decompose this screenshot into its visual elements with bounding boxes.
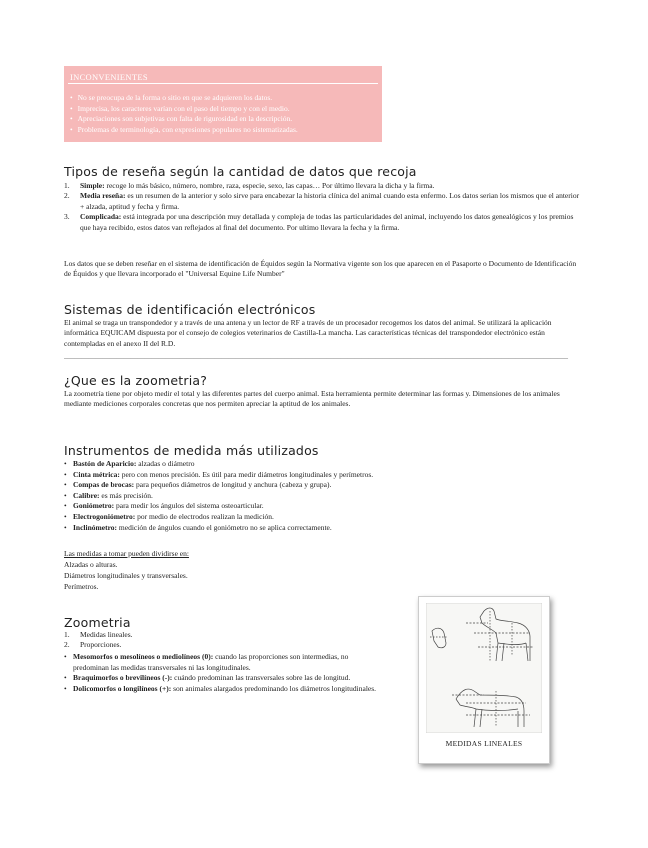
list-number: 3. [64, 212, 70, 222]
list-item [64, 501, 394, 512]
term: Goniómetro: [73, 501, 115, 511]
term: Mesomorfos o mesolíneos o mediolíneos (0): [73, 652, 214, 661]
figure-caption: MEDIDAS LINEALES [445, 739, 523, 748]
term: Inclinómetro: [73, 522, 118, 532]
term: Simple: [80, 181, 105, 190]
list-number: 1. [64, 630, 70, 639]
definition: es un resumen de la anterior y solo sirve para encabezar la historia clínica del animal cuando esta enfermo. Los datos serian los mismos que el anterior + alzada, aptitud y fecha y firma. [80, 191, 580, 211]
medidas-lineales-figure [418, 596, 550, 764]
list-item [64, 212, 584, 233]
tipos-list [64, 181, 584, 233]
term: Complicada: [80, 212, 122, 222]
horse-diagram-image [426, 603, 542, 733]
definition: es más precisión. [99, 490, 153, 500]
inconvenientes-title: INCONVENIENTES [70, 72, 148, 82]
list-number: 2. [64, 191, 70, 201]
term: Electrogoniómetro: [73, 511, 136, 521]
medidas-item: Alzadas o alturas. [64, 560, 118, 569]
zoometria-intro-paragraph: La zoometría tiene por objeto medir el total y las diferentes partes del cuerpo animal. Esta herramienta permite determinar las formas y. Dimensiones de los animales mediante mediciones corporales concretas que nos permiten apreciar la aptitud de los animales. [64, 389, 560, 409]
definition: son animales alargados predominando los diámetros longitudinales. [171, 683, 377, 693]
list-number: 2. [64, 640, 70, 650]
list-item [64, 630, 394, 640]
zoometria-bullets [64, 652, 384, 694]
list-item [64, 491, 394, 502]
term: Cinta métrica: [73, 469, 120, 479]
list-item [64, 480, 394, 491]
medidas-item: Perímetros. [64, 582, 99, 591]
list-item [64, 459, 394, 470]
medidas-item: Diámetros longitudinales y transversales. [64, 571, 188, 580]
inconvenientes-list [70, 93, 298, 135]
list-item: • Imprecisa, los caracteres varían con el paso del tiempo y con el medio. [70, 104, 298, 115]
inconvenientes-box [64, 66, 382, 142]
tipos-paragraph: Los datos que se deben reseñar en el sistema de identificación de Équidos según la Normativa vigente son los que aparecen en el Pasaporte o Documento de Identificación de Équidos y que llevara incorporado el "Universal Equine Life Number" [64, 259, 577, 279]
list-number: 1. [64, 181, 70, 190]
definition: alzadas o diámetro [136, 459, 195, 468]
term: Bastón de Aparicio: [73, 459, 137, 468]
definition: recoge lo más básico, número, nombre, raza, especie, sexo, las capas… Por último llevara la dicha y la firma. [104, 181, 435, 190]
zoometria-numbered-list [64, 630, 394, 651]
definition: cuándo predominan las transversales sobre las de longitud. [172, 673, 351, 683]
medidas-title: Las medidas a tomar pueden dividirse en: [64, 549, 189, 558]
list-item [64, 470, 394, 481]
item-text: Medidas lineales. [80, 630, 133, 639]
term: Media reseña: [80, 191, 126, 201]
tipos-heading: Tipos de reseña según la cantidad de datos que recoja [64, 164, 417, 179]
zoometria-heading: Zoometria [64, 615, 131, 630]
definition: medición de ángulos cuando el goniómetro no se aplica correctamente. [117, 522, 332, 532]
list-item [64, 191, 584, 212]
list-item [64, 181, 584, 191]
term: Compas de brocas: [73, 480, 135, 490]
term: Dolicomorfos o longilíneos (+): [73, 683, 172, 693]
list-item [64, 684, 384, 695]
zoometria-intro-heading: ¿Que es la zoometria? [64, 373, 208, 388]
list-item: • Apreciaciones son subjetivas con falta de rigurosidad en la descripción. [70, 114, 298, 125]
list-item [64, 523, 394, 534]
definition: pero con menos precisión. Es útil para medir diámetros longitudinales y perímetros. [119, 469, 374, 479]
definition: para pequeños diámetros de longitud y anchura (cabeza y grupa). [134, 480, 332, 490]
instrumentos-list [64, 459, 394, 533]
definition: está integrada por una descripción muy detallada y compleja de todas las particularidades del animal, incluyendo los datos genealógicos y los premios que haya recibido, estos datos van reflejados al final del documento. Por ultimo llevara la fecha y la firma. [80, 212, 574, 232]
item-text: Proporciones. [80, 640, 122, 650]
sistemas-heading: Sistemas de identificación electrónicos [64, 302, 316, 317]
separator-line: ________________________________________________________________________________________________________________________________________________ [64, 352, 568, 360]
list-item [64, 673, 384, 684]
definition: cuando las proporciones son intermedias, no predominan las medidas transversales ni las longitudinales. [73, 652, 349, 672]
list-item: • No se preocupa de la forma o sitio en que se adquieren los datos. [70, 93, 298, 104]
list-item [64, 652, 384, 673]
term: Braquimorfos o brevilíneos (-): [73, 673, 173, 683]
instrumentos-heading: Instrumentos de medida más utilizados [64, 443, 319, 458]
definition: por medio de electrodos realizan la medición. [135, 511, 274, 521]
definition: para medir los ángulos del sistema osteoarticular. [114, 501, 264, 511]
inconvenientes-divider [68, 83, 378, 84]
term: Calibre: [73, 490, 100, 500]
sistemas-paragraph: El animal se traga un transpondedor y a través de una antena y un lector de RF a través de un procesador recogemos los datos del animal. Se utilizará la aplicación informática EQUICAM dispuesta por el consejo de colegios veterinarios de Castilla-La mancha. Las características técnicas del transpondedor electrónico están contempladas en el anexo II del R.D. [64, 318, 552, 348]
list-item [64, 512, 394, 523]
list-item: • Problemas de terminología, con expresiones populares no sistematizadas. [70, 125, 298, 136]
list-item [64, 640, 394, 650]
